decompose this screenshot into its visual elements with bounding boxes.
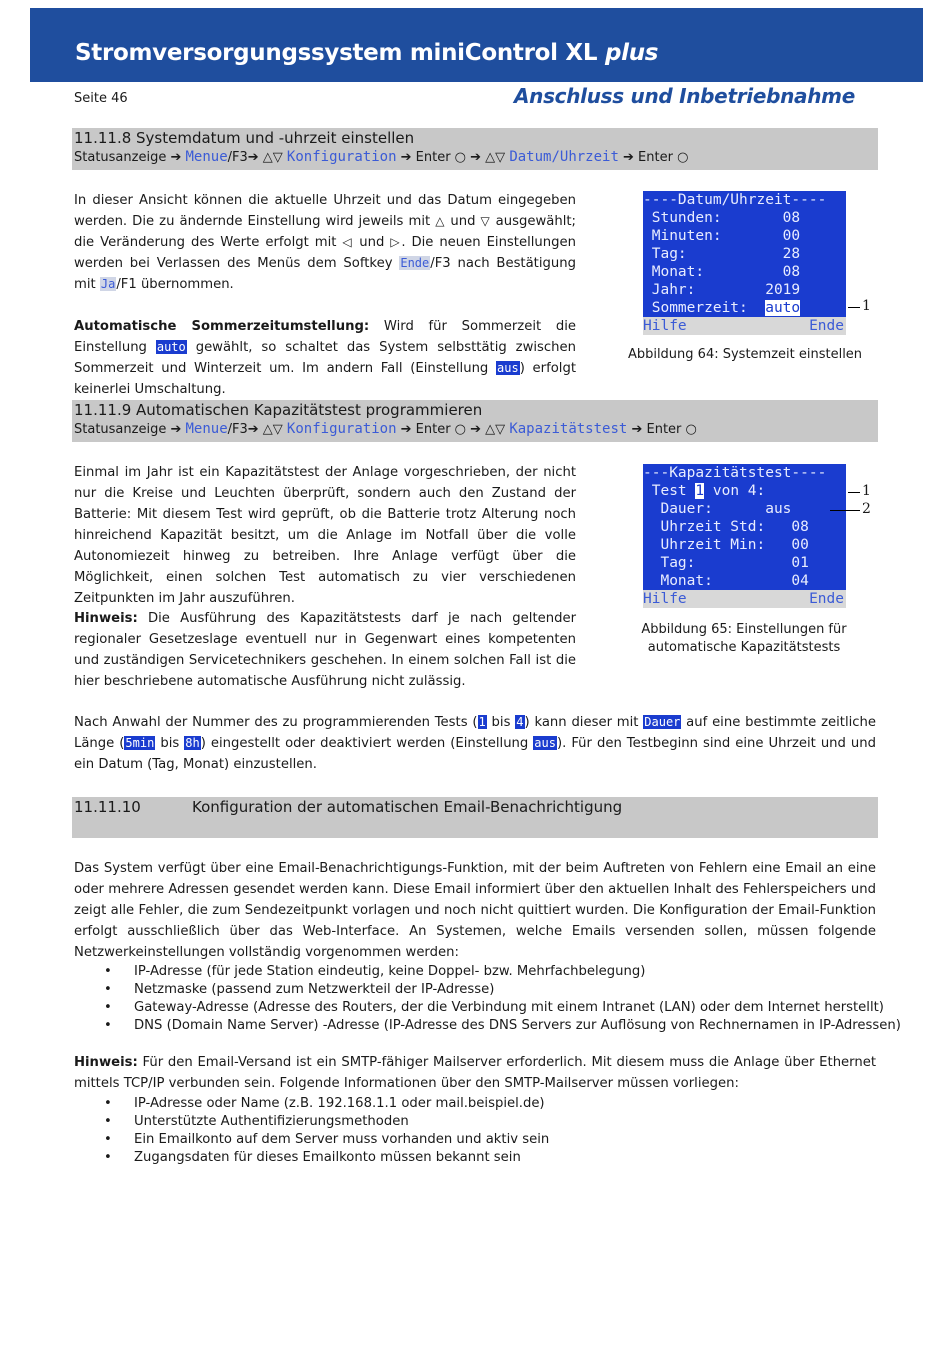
list-item: • IP-Adresse oder Name (z.B. 192.168.1.1 oder mail.beispiel.de): [74, 1095, 549, 1113]
up-arrow-icon: △: [435, 214, 446, 228]
lcd-row: Monat: 08: [643, 264, 801, 280]
lcd-softkeys: Hilfe Ende: [643, 591, 844, 607]
lcd-row: Minuten: 00: [643, 228, 801, 244]
lcd-row: Tag: 01: [643, 555, 809, 571]
lcd-row: Tag: 28: [643, 246, 801, 262]
lcd-row: Uhrzeit Min: 00: [643, 537, 809, 553]
page-number: Seite 46: [74, 91, 128, 106]
lcd-row-test: Test 1 von 4:: [643, 483, 766, 499]
softkey-ende: Ende: [400, 256, 430, 270]
paragraph-smtp-note: Hinweis: Für den Email-Versand ist ein SMTP-fähiger Mailserver erforderlich. Mit diesem muss die Anlage über Ethernet mittels TCP/IP verbunden sein. Folgende Informationen über den SMTP-Mailserver müssen vorliegen:: [74, 1055, 876, 1091]
paragraph-capacity-test: Einmal im Jahr ist ein Kapazitätstest der Anlage vorgeschrieben, der nicht nur die Kreise und Leuchten überprüft, sondern auch den Zustand der Batterie: Mit diesem Test wird geprüft, ob die Batterie trotz Alterung noch hinreichend Kapazität besitzt, um die Anlage im Notfall über die volle Autonomiezeit hinweg zu betreiben. Ihre Anlage verfügt über die Möglichkeit, einen solchen Test automatisch zu vier verschiedenen Zeitpunkten im Jahr auszuführen.: [74, 465, 576, 606]
figure-caption-65: Abbildung 65: Einstellungen für automatische Kapazitätstests: [641, 622, 847, 655]
menu-path: Statusanzeige ➔ Menue/F3➔ △▽ Konfiguration ➔ Enter ○ ➔ △▽ Kapazitätstest ➔ Enter ○: [74, 421, 697, 437]
list-item: • Ein Emailkonto auf dem Server muss vorhanden und aktiv sein: [74, 1131, 549, 1149]
list-item: • DNS (Domain Name Server) -Adresse (IP-Adresse des DNS Servers zur Auflösung von Rechnernamen in IP-Adressen): [74, 1017, 901, 1035]
paragraph-datetime: In dieser Ansicht können die aktuelle Uhrzeit und das Datum eingegeben werden. Die zu ändernde Einstellung wird jeweils mit △ und ▽ ausgewählt; die Veränderung des Werte erfolgt mit ◁ und ▷. Die neuen Einstellungen werden bei Verlassen des Menüs dem Softkey Ende/F3 nach Bestätigung mit Ja/F1 übernommen.: [74, 193, 576, 292]
list-item: • Gateway-Adresse (Adresse des Routers, der die Verbindung mit einem Intranet (LAN) oder dem Internet herstellt): [74, 999, 901, 1017]
lcd-row: Dauer: aus: [643, 501, 792, 517]
list-item: • IP-Adresse (für jede Station eindeutig, keine Doppel- bzw. Mehrfachbelegung): [74, 963, 901, 981]
lcd-row-summer: Sommerzeit: auto: [643, 300, 801, 316]
paragraph-capacity-note: Hinweis: Die Ausführung des Kapazitätstests darf je nach geltender regionaler Gesetzeslage eventuell nur in Gegenwart eines kompetenten und zuständigen Servicetechnikers geschehen. In einem solchen Fall ist die hier beschriebene automatische Ausführung nicht zulässig.: [74, 611, 576, 689]
paragraph-summer-time: Automatische Sommerzeitumstellung: Wird für Sommerzeit die Einstellung auto gewählt, so schaltet das System selbsttätig zwischen Sommerzeit und Winterzeit um. Im andern Fall (Einstellung aus) erfolgt keinerlei Umschaltung.: [74, 319, 576, 397]
lcd-row: Stunden: 08: [643, 210, 801, 226]
list-item: • Zugangsdaten für dieses Emailkonto müssen bekannt sein: [74, 1149, 549, 1167]
lcd-softkeys: Hilfe Ende: [643, 318, 844, 334]
lcd-title: ----Datum/Uhrzeit----: [643, 192, 827, 208]
left-arrow-icon: ◁: [342, 235, 354, 249]
smtp-requirements-list: [74, 1095, 549, 1167]
document-title: Stromversorgungssystem miniControl XL plus: [75, 40, 659, 66]
lcd-capacity-test: [643, 464, 846, 608]
section-heading: Konfiguration der automatischen Email-Benachrichtigung: [192, 798, 623, 816]
section-header-11-11-9: [72, 400, 878, 442]
section-header-11-11-8: [72, 128, 878, 170]
section-header-11-11-10: [72, 797, 878, 838]
lcd-row: Jahr: 2019: [643, 282, 801, 298]
list-item: • Unterstützte Authentifizierungsmethoden: [74, 1113, 549, 1131]
section-heading: 11.11.8 Systemdatum und -uhrzeit einstellen: [74, 129, 415, 147]
list-item: • Netzmaske (passend zum Netzwerkteil der IP-Adresse): [74, 981, 901, 999]
lcd-title: ---Kapazitätstest----: [643, 465, 827, 481]
menu-path: Statusanzeige ➔ Menue/F3➔ △▽ Konfiguration ➔ Enter ○ ➔ △▽ Datum/Uhrzeit ➔ Enter ○: [74, 149, 689, 165]
right-arrow-icon: ▷: [390, 235, 402, 249]
section-number: 11.11.10: [74, 798, 141, 816]
network-settings-list: [74, 963, 901, 1035]
paragraph-email: Das System verfügt über eine Email-Benachrichtigungs-Funktion, mit der beim Auftreten von Fehlern eine Email an eine oder mehrere Adressen gesendet werden kann. Diese Email informiert über den aktuellen Inhalt des Fehlerspeichers und zeigt alle Fehler, die zum Sendezeitpunkt vorlagen und noch nicht quittiert wurden. Die Konfiguration der Email-Funktion erfolgt ausschließlich über das Web-Interface. An Systemen, welche Emails versenden sollen, müssen folgende Netzwerkeinstellungen vollständig vorgenommen werden:: [74, 861, 876, 960]
lcd-datetime: [643, 191, 846, 335]
figure-caption-64: Abbildung 64: Systemzeit einstellen: [627, 347, 863, 362]
section-heading: 11.11.9 Automatischen Kapazitätstest programmieren: [74, 401, 483, 419]
paragraph-test-settings: Nach Anwahl der Nummer des zu programmierenden Tests (1 bis 4) kann dieser mit Dauer auf eine bestimmte zeitliche Länge (5min bis 8h) eingestellt oder deaktiviert werden (Einstellung aus). Für den Testbeginn sind eine Uhrzeit und und ein Datum (Tag, Monat) einzustellen.: [74, 715, 876, 772]
header-banner: [30, 8, 923, 82]
down-arrow-icon: ▽: [480, 214, 491, 228]
chapter-title: Anschluss und Inbetriebnahme: [513, 84, 855, 108]
lcd-row: Monat: 04: [643, 573, 809, 589]
lcd-row: Uhrzeit Std: 08: [643, 519, 809, 535]
softkey-ja: Ja: [100, 277, 116, 291]
